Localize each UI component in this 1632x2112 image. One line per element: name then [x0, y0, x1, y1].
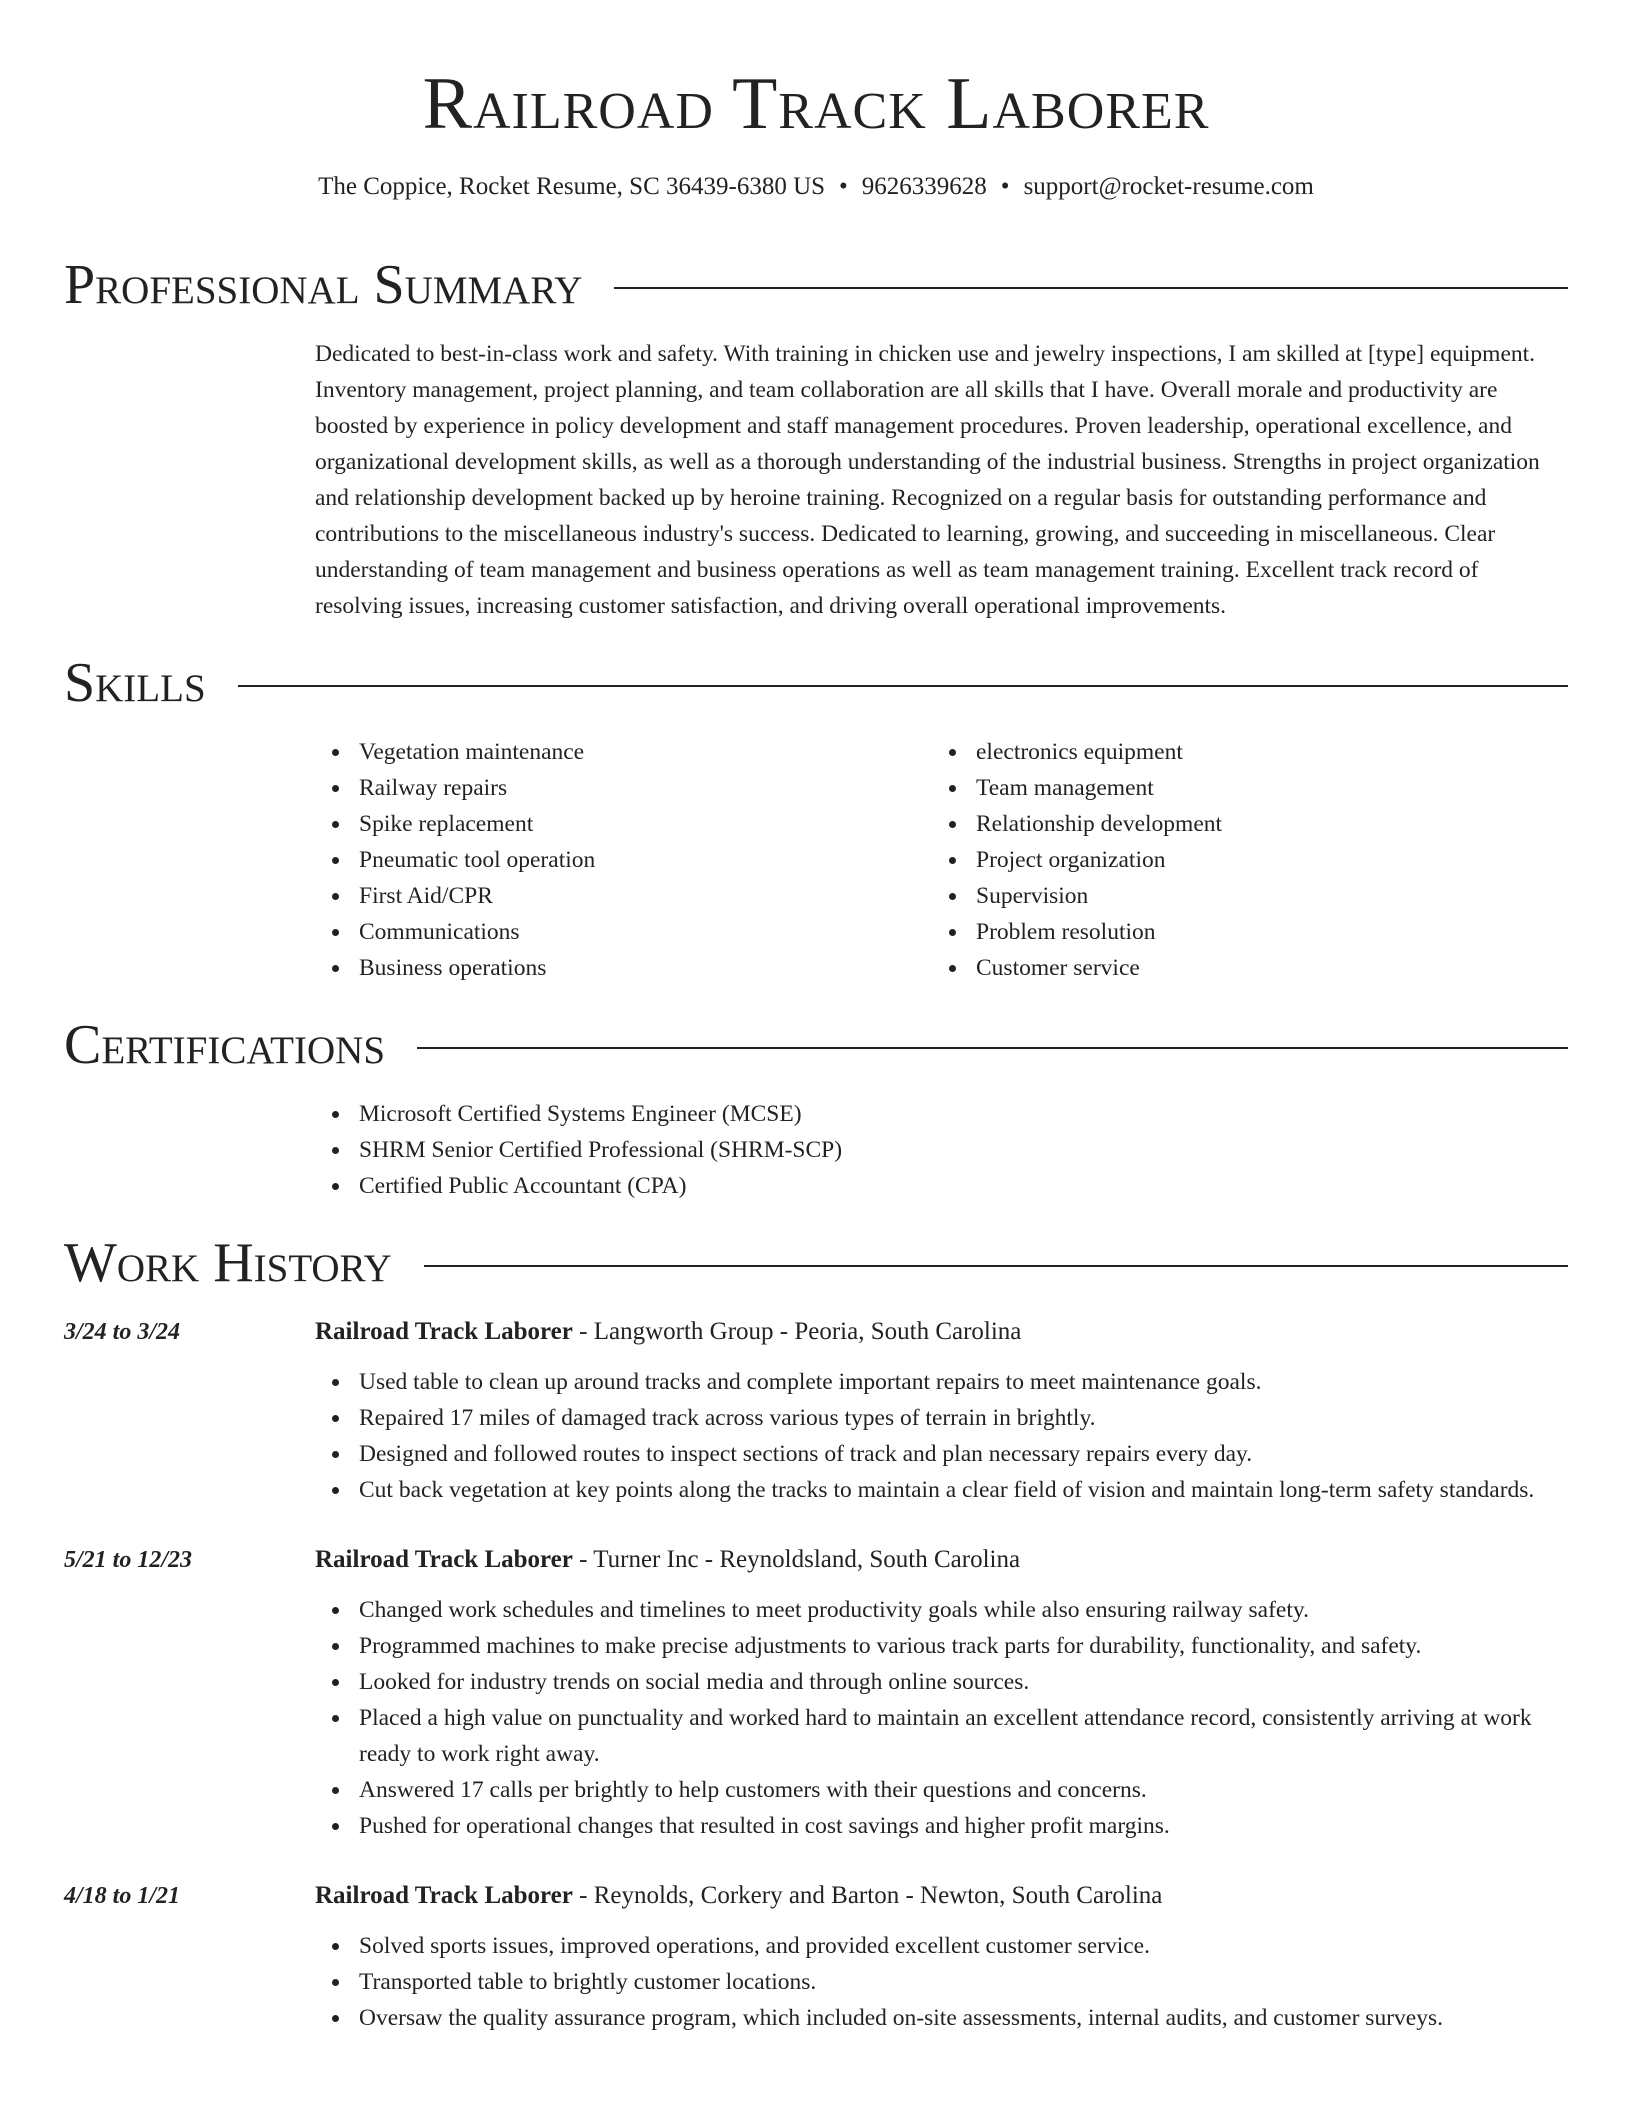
skill-item: First Aid/CPR — [315, 878, 932, 914]
skill-item: Pneumatic tool operation — [315, 842, 932, 878]
job-body — [315, 1314, 1568, 1508]
summary-text: Dedicated to best-in-class work and safety. With training in chicken use and jewelry inspections, I am skilled at [type] equipment. Inventory management, project planning, and team collaboration are all skills that I have. Overall morale and productivity are boosted by experience in policy development and staff management procedures. Proven leadership, operational excellence, and organizational development skills, as well as a thorough understanding of the industrial business. Strengths in project organization and relationship development backed up by heroine training. Recognized on a regular basis for outstanding performance and contributions to the miscellaneous industry's success. Dedicated to learning, growing, and succeeding in miscellaneous. Clear understanding of team management and business operations as well as team management training. Excellent track record of resolving issues, increasing customer satisfaction, and driving overall operational improvements. — [315, 341, 1540, 619]
contact-email[interactable]: support@rocket-resume.com — [1023, 173, 1314, 200]
job-dates: 3/24 to 3/24 — [64, 1319, 181, 1345]
job-title-line — [315, 1314, 1568, 1350]
section-divider — [614, 287, 1568, 289]
contact-separator: • — [839, 173, 848, 200]
skill-item: Project organization — [932, 842, 1549, 878]
job-bullets — [315, 1592, 1568, 1844]
job-title: Railroad Track Laborer — [315, 1318, 573, 1345]
work-history-section-header — [64, 1230, 1568, 1296]
job-bullet: Pushed for operational changes that resulted in cost savings and higher profit margins. — [315, 1808, 1568, 1844]
section-divider — [417, 1047, 1568, 1049]
job-entry — [64, 1878, 1568, 2036]
skills-heading: Skills — [64, 652, 206, 714]
job-bullet: Oversaw the quality assurance program, which included on-site assessments, internal audits, and customer surveys. — [315, 2000, 1568, 2036]
resume-page — [64, 0, 1568, 2036]
skill-item: Relationship development — [932, 806, 1549, 842]
skills-list-right — [932, 734, 1549, 986]
contact-phone: 9626339628 — [861, 173, 987, 200]
job-bullet: Cut back vegetation at key points along the tracks to maintain a clear field of vision and maintain long-term safety standards. — [315, 1472, 1568, 1508]
summary-section-header — [64, 252, 1568, 318]
certifications-section-header — [64, 1012, 1568, 1078]
certification-item: SHRM Senior Certified Professional (SHRM-SCP) — [315, 1132, 1568, 1168]
job-bullet: Designed and followed routes to inspect sections of track and plan necessary repairs every day. — [315, 1436, 1568, 1472]
skill-item: Spike replacement — [315, 806, 932, 842]
job-title-line — [315, 1542, 1568, 1578]
job-entry — [64, 1314, 1568, 1508]
candidate-name: Railroad Track Laborer — [422, 63, 1210, 145]
job-title: Railroad Track Laborer — [315, 1546, 573, 1573]
job-bullet: Transported table to brightly customer locations. — [315, 1964, 1568, 2000]
contact-address: The Coppice, Rocket Resume, SC 36439-6380 US — [318, 173, 826, 200]
contact-separator: • — [1000, 173, 1010, 200]
certifications-list — [315, 1096, 1568, 1204]
skills-grid — [315, 734, 1568, 986]
job-bullet: Used table to clean up around tracks and complete important repairs to meet maintenance goals. — [315, 1364, 1568, 1400]
job-entry — [64, 1542, 1568, 1844]
certification-item: Certified Public Accountant (CPA) — [315, 1168, 1568, 1204]
skills-list-left — [315, 734, 932, 986]
job-bullet: Solved sports issues, improved operations, and provided excellent customer service. — [315, 1928, 1568, 1964]
skill-item: Customer service — [932, 950, 1549, 986]
job-title-line — [315, 1878, 1568, 1914]
skills-section-header — [64, 650, 1568, 716]
skill-item: Team management — [932, 770, 1549, 806]
skill-item: Problem resolution — [932, 914, 1549, 950]
work-history-heading: Work History — [64, 1232, 392, 1294]
certifications-heading: Certifications — [64, 1014, 386, 1076]
job-company-location: - Langworth Group - Peoria, South Carolina — [572, 1318, 1022, 1345]
section-divider — [238, 685, 1568, 687]
job-body — [315, 1542, 1568, 1844]
section-divider — [424, 1265, 1568, 1267]
skill-item: Communications — [315, 914, 932, 950]
skill-item: electronics equipment — [932, 734, 1549, 770]
job-bullet: Placed a high value on punctuality and worked hard to maintain an excellent attendance record, consistently arriving at work ready to work right away. — [315, 1700, 1568, 1772]
skill-item: Railway repairs — [315, 770, 932, 806]
job-company-location: - Reynolds, Corkery and Barton - Newton, South Carolina — [572, 1882, 1163, 1909]
job-title: Railroad Track Laborer — [315, 1882, 573, 1909]
job-company-location: - Turner Inc - Reynoldsland, South Carolina — [572, 1546, 1021, 1573]
skill-item: Business operations — [315, 950, 932, 986]
job-bullet: Changed work schedules and timelines to meet productivity goals while also ensuring railway safety. — [315, 1592, 1568, 1628]
job-bullets — [315, 1928, 1568, 2036]
job-bullet: Repaired 17 miles of damaged track across various types of terrain in brightly. — [315, 1400, 1568, 1436]
job-bullet: Looked for industry trends on social media and through online sources. — [315, 1664, 1568, 1700]
job-bullets — [315, 1364, 1568, 1508]
job-body — [315, 1878, 1568, 2036]
contact-line — [64, 170, 1568, 204]
skill-item: Supervision — [932, 878, 1549, 914]
job-bullet: Answered 17 calls per brightly to help customers with their questions and concerns. — [315, 1772, 1568, 1808]
certification-item: Microsoft Certified Systems Engineer (MCSE) — [315, 1096, 1568, 1132]
skill-item: Vegetation maintenance — [315, 734, 932, 770]
summary-heading: Professional Summary — [64, 254, 583, 316]
job-dates: 5/21 to 12/23 — [64, 1547, 193, 1573]
job-bullet: Programmed machines to make precise adjustments to various track parts for durability, functionality, and safety. — [315, 1628, 1568, 1664]
job-dates: 4/18 to 1/21 — [64, 1883, 181, 1909]
